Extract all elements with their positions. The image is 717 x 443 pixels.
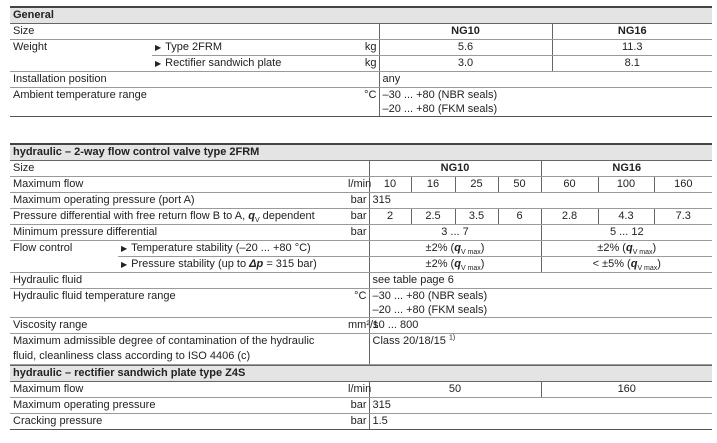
sub-label: Temperature stability (–20 ... +80 °C): [131, 242, 311, 254]
unit: kg: [360, 56, 379, 72]
size-label: Size: [10, 161, 369, 177]
value: –20 ... +80 (FKM seals): [372, 304, 488, 316]
q-sub: V max: [637, 265, 658, 273]
value: –30 ... +80 (NBR seals): [372, 290, 488, 302]
value: 3.5: [455, 209, 498, 225]
general-table: [10, 6, 712, 117]
value: 100: [598, 177, 654, 193]
value: 5 ... 12: [541, 225, 712, 241]
value: 50: [498, 177, 541, 193]
paren: ): [652, 242, 657, 254]
section-title: hydraulic – 2-way flow control valve type 2FRM: [10, 144, 712, 161]
value: 315: [369, 398, 712, 414]
value: 160: [541, 382, 712, 398]
value: [541, 257, 712, 273]
sub-label: Pressure stability (up to: [131, 258, 250, 270]
row-label: Hydraulic fluid temperature range: [10, 289, 345, 318]
row-label: Type 2FRM: [165, 41, 223, 53]
footnote: 1): [448, 334, 456, 342]
q-symbol: q: [630, 258, 638, 270]
paren: ): [657, 258, 661, 270]
unit: °C: [345, 289, 369, 318]
value-text: ±2% (: [425, 242, 455, 254]
unit: bar: [345, 414, 369, 430]
value: 1.5: [369, 414, 712, 430]
value: [369, 257, 541, 273]
size-ng10: NG10: [379, 24, 552, 40]
q-symbol: q: [454, 242, 461, 254]
section-title: General: [10, 7, 712, 24]
value: 2.5: [411, 209, 455, 225]
value: 50: [369, 382, 541, 398]
arrow-right-icon: ▶: [155, 43, 162, 52]
unit: °C: [360, 88, 379, 117]
value: see table page 6: [369, 273, 712, 289]
value: 160: [654, 177, 712, 193]
value-text: ±2% (: [597, 242, 626, 254]
q-sub: V max: [460, 265, 481, 273]
unit: mm²/s: [345, 318, 369, 334]
unit: kg: [360, 40, 379, 56]
value: 60: [541, 177, 598, 193]
installation-value: any: [379, 72, 712, 88]
row-label: Hydraulic fluid: [10, 273, 369, 289]
row-label: Maximum operating pressure (port A): [10, 193, 345, 209]
value: 315: [369, 193, 712, 209]
unit: bar: [345, 398, 369, 414]
row-label: fluid, cleanliness class according to ISO 4406 (c): [13, 350, 251, 362]
arrow-right-icon: ▶: [121, 260, 128, 269]
row-label: Flow control: [13, 242, 73, 254]
row-label: Maximum admissible degree of contamination of the hydraulic: [13, 335, 315, 347]
size-ng16: NG16: [541, 161, 712, 177]
arrow-right-icon: ▶: [155, 59, 162, 68]
ambient-label: Ambient temperature range: [10, 88, 360, 117]
unit: bar: [345, 209, 369, 225]
value: 25: [455, 177, 498, 193]
row-label: [10, 209, 345, 225]
value: Class 20/18/15: [372, 335, 446, 347]
q-sub: V max: [632, 249, 653, 257]
value: 16: [411, 177, 455, 193]
size-ng10: NG10: [369, 161, 541, 177]
value: 4.3: [598, 209, 654, 225]
paren: ): [480, 258, 485, 270]
arrow-right-icon: ▶: [121, 244, 128, 253]
value: –30 ... +80 (NBR seals): [382, 89, 498, 101]
value: –20 ... +80 (FKM seals): [382, 103, 498, 115]
value: 5.6: [379, 40, 552, 56]
paren: ): [480, 242, 485, 254]
row-label: Minimum pressure differential: [10, 225, 345, 241]
value-text: < ±5% (: [592, 258, 631, 270]
row-label: Maximum flow: [10, 177, 345, 193]
value: 6: [498, 209, 541, 225]
q-symbol: q: [248, 210, 255, 222]
value: 11.3: [552, 40, 712, 56]
unit: bar: [345, 225, 369, 241]
q-symbol: q: [625, 242, 633, 254]
max-flow-row: [10, 177, 712, 193]
value: [541, 241, 712, 257]
value: [369, 241, 541, 257]
value: 2.8: [541, 209, 598, 225]
valve-table: [10, 143, 712, 365]
row-label: Cracking pressure: [10, 414, 345, 430]
row-label: Viscosity range: [10, 318, 345, 334]
rectifier-table: [10, 365, 712, 430]
value: 3.0: [379, 56, 552, 72]
row-label: Maximum flow: [10, 382, 345, 398]
value: 2: [369, 209, 411, 225]
unit: l/min: [345, 382, 369, 398]
size-ng16: NG16: [552, 24, 712, 40]
weight-label: Weight: [13, 41, 48, 53]
section-title: hydraulic – rectifier sandwich plate type Z4S: [10, 366, 712, 382]
sub-label: = 315 bar): [263, 258, 317, 270]
unit: l/min: [345, 177, 369, 193]
value: 8.1: [552, 56, 712, 72]
value: 10 ... 800: [369, 318, 712, 334]
q-sub: V max: [460, 249, 481, 257]
label-tail: dependent: [262, 210, 315, 222]
value: 7.3: [654, 209, 712, 225]
value: 10: [369, 177, 411, 193]
unit: bar: [345, 193, 369, 209]
installation-label: Installation position: [10, 72, 379, 88]
value: 3 ... 7: [369, 225, 541, 241]
row-label: Maximum operating pressure: [10, 398, 345, 414]
value-text: ±2% (: [425, 258, 455, 270]
q-symbol: q: [454, 258, 461, 270]
row-label: Rectifier sandwich plate: [165, 57, 282, 69]
delta-p: Δp: [249, 258, 264, 270]
label-text: Pressure differential with free return flow B to A,: [13, 210, 246, 222]
size-label: Size: [10, 24, 379, 40]
q-sub: V: [254, 217, 260, 225]
